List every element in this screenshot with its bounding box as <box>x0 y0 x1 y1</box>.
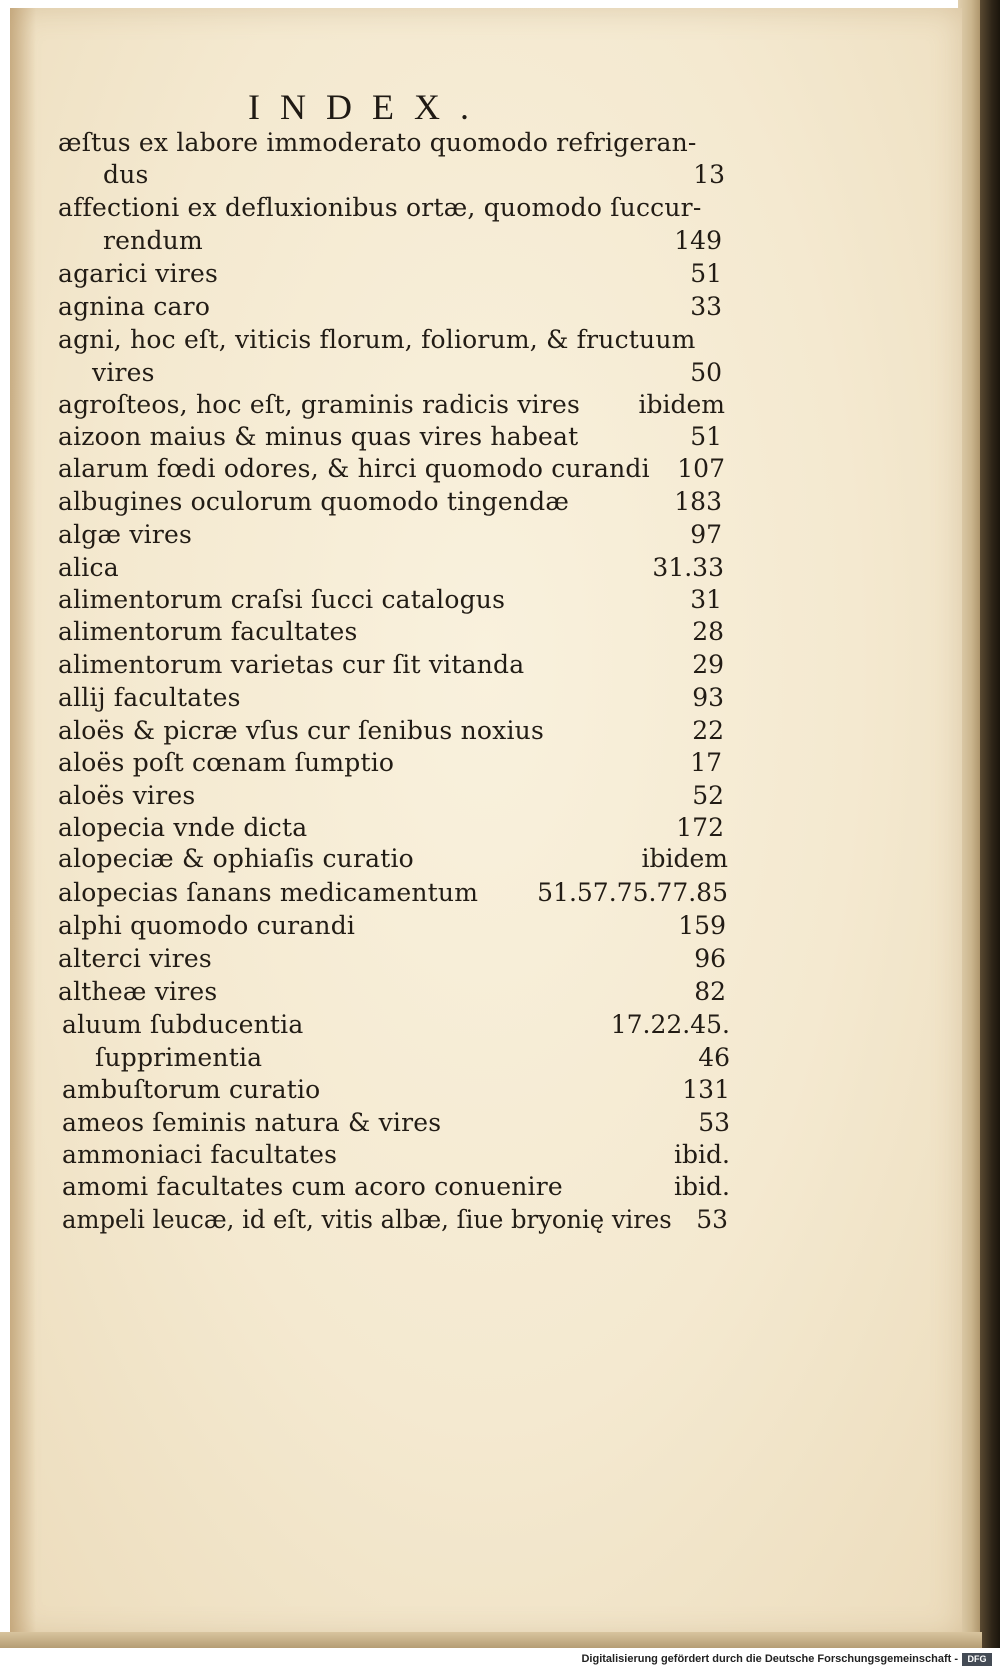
index-term: alimentorum varietas cur ſit vitanda <box>58 650 525 679</box>
index-term: alica <box>58 553 119 582</box>
index-entry <box>0 226 722 260</box>
index-page-ref: 107 <box>677 454 725 483</box>
index-entry <box>0 487 722 521</box>
index-page-ref: 93 <box>692 683 724 712</box>
index-page-ref: 46 <box>698 1043 730 1072</box>
index-term: ampeli leucæ, id eſt, vitis albæ, ſiue bryonię vires <box>62 1205 672 1234</box>
index-entry <box>0 617 724 651</box>
index-entry <box>0 553 724 587</box>
dfg-logo-badge: DFG <box>962 1653 992 1666</box>
index-term: agarici vires <box>58 259 218 288</box>
index-term: agroſteos, hoc eſt, graminis radicis vires <box>58 390 581 419</box>
index-term: æſtus ex labore immoderato quomodo refrigeran- <box>58 128 697 157</box>
index-term: aloës vires <box>58 781 196 810</box>
index-entry <box>0 977 726 1011</box>
index-entry <box>0 193 725 227</box>
index-page-ref: 17 <box>690 748 722 777</box>
index-term: alopecia vnde dicta <box>58 813 308 842</box>
index-entry <box>0 911 726 945</box>
index-entry <box>0 325 725 359</box>
index-page-ref: 29 <box>692 650 724 679</box>
index-page-ref: 51 <box>690 259 722 288</box>
index-term: vires <box>92 358 155 387</box>
index-page-ref: 172 <box>676 813 724 842</box>
index-page-ref: 31 <box>690 585 722 614</box>
index-page-ref: 50 <box>690 358 722 387</box>
index-entry <box>0 748 722 782</box>
index-term: albugines oculorum quomodo tingendæ <box>58 487 570 516</box>
index-entry <box>0 259 722 293</box>
index-entry <box>0 292 722 326</box>
index-entry <box>0 454 725 488</box>
index-entry <box>0 683 724 717</box>
index-entry <box>0 1205 728 1239</box>
index-term: aloës & picræ vſus cur ſenibus noxius <box>58 716 544 745</box>
index-term: dus <box>103 160 149 189</box>
index-entry <box>0 944 726 978</box>
index-term: algæ vires <box>58 520 193 549</box>
index-entry <box>0 422 722 456</box>
index-term: alimentorum facultates <box>58 617 358 646</box>
index-page-ref: 17.22.45. <box>610 1010 730 1039</box>
index-page-ref: 149 <box>674 226 722 255</box>
index-page-ref: 31.33 <box>652 553 724 582</box>
index-page-ref: ibidem <box>638 390 725 419</box>
index-page-ref: 51 <box>690 422 722 451</box>
index-entry <box>0 1140 730 1174</box>
index-entry <box>0 844 728 878</box>
index-term: affectioni ex defluxionibus ortæ, quomodo ſuccur- <box>58 193 702 222</box>
index-term: rendum <box>103 226 203 255</box>
index-term: allij facultates <box>58 683 241 712</box>
index-page-ref: 13 <box>693 160 725 189</box>
index-entry <box>0 781 724 815</box>
index-term: aluum ſubducentia <box>62 1010 304 1039</box>
index-entry <box>0 358 722 392</box>
index-entry <box>0 390 725 424</box>
index-page-ref: 22 <box>692 716 724 745</box>
index-page-ref: 51.57.75.77.85 <box>537 878 728 907</box>
index-term: alopeciæ & ophiaſis curatio <box>58 844 414 873</box>
index-term: ammoniaci facultates <box>62 1140 338 1169</box>
index-page-ref: 53 <box>696 1205 728 1234</box>
page-title: INDEX. <box>248 87 489 127</box>
index-entry <box>0 1108 730 1142</box>
index-page-ref: ibid. <box>674 1172 730 1201</box>
index-page-ref: 131 <box>682 1075 730 1104</box>
index-term: aloës poſt cœnam ſumptio <box>58 748 395 777</box>
index-entry <box>0 1075 730 1109</box>
index-term: amomi facultates cum acoro conuenire <box>62 1172 563 1201</box>
index-page-ref: 52 <box>692 781 724 810</box>
index-entry <box>0 160 725 194</box>
index-entry <box>0 520 722 554</box>
index-page-ref: 82 <box>694 977 726 1006</box>
index-term: agnina caro <box>58 292 211 321</box>
index-page-ref: 33 <box>690 292 722 321</box>
book-spine-shadow <box>980 0 1000 1648</box>
index-term: alphi quomodo curandi <box>58 911 356 940</box>
index-entry <box>0 128 725 162</box>
index-term: ameos ſeminis natura & vires <box>62 1108 442 1137</box>
index-page-ref: 183 <box>674 487 722 516</box>
index-page-ref: 159 <box>678 911 726 940</box>
index-term: ſupprimentia <box>95 1043 263 1072</box>
index-page-ref: 96 <box>694 944 726 973</box>
index-entry <box>0 1172 730 1206</box>
index-term: agni, hoc eſt, viticis florum, foliorum, & fructuum <box>58 325 696 354</box>
index-term: alopecias ſanans medicamentum <box>58 878 479 907</box>
index-entry <box>0 716 724 750</box>
index-entry <box>0 878 728 912</box>
index-term: alterci vires <box>58 944 212 973</box>
index-term: alarum fœdi odores, & hirci quomodo curandi <box>58 454 650 483</box>
index-entry <box>0 585 722 619</box>
index-term: aizoon maius & minus quas vires habeat <box>58 422 579 451</box>
paper-bottom-edge <box>0 1632 982 1648</box>
index-page-ref: 53 <box>698 1108 730 1137</box>
index-page-ref: ibidem <box>641 844 728 873</box>
index-term: altheæ vires <box>58 977 218 1006</box>
index-term: alimentorum craſsi ſucci catalogus <box>58 585 506 614</box>
index-term: ambuſtorum curatio <box>62 1075 321 1104</box>
index-page-ref: ibid. <box>674 1140 730 1169</box>
index-entry <box>0 1043 730 1077</box>
index-entry <box>0 813 724 847</box>
index-page-ref: 97 <box>690 520 722 549</box>
index-entry <box>0 650 724 684</box>
footer-credit: Digitalisierung gefördert durch die Deutsche Forschungsgemeinschaft - <box>581 1653 958 1665</box>
index-page-ref: 28 <box>692 617 724 646</box>
index-entry <box>0 1010 730 1044</box>
